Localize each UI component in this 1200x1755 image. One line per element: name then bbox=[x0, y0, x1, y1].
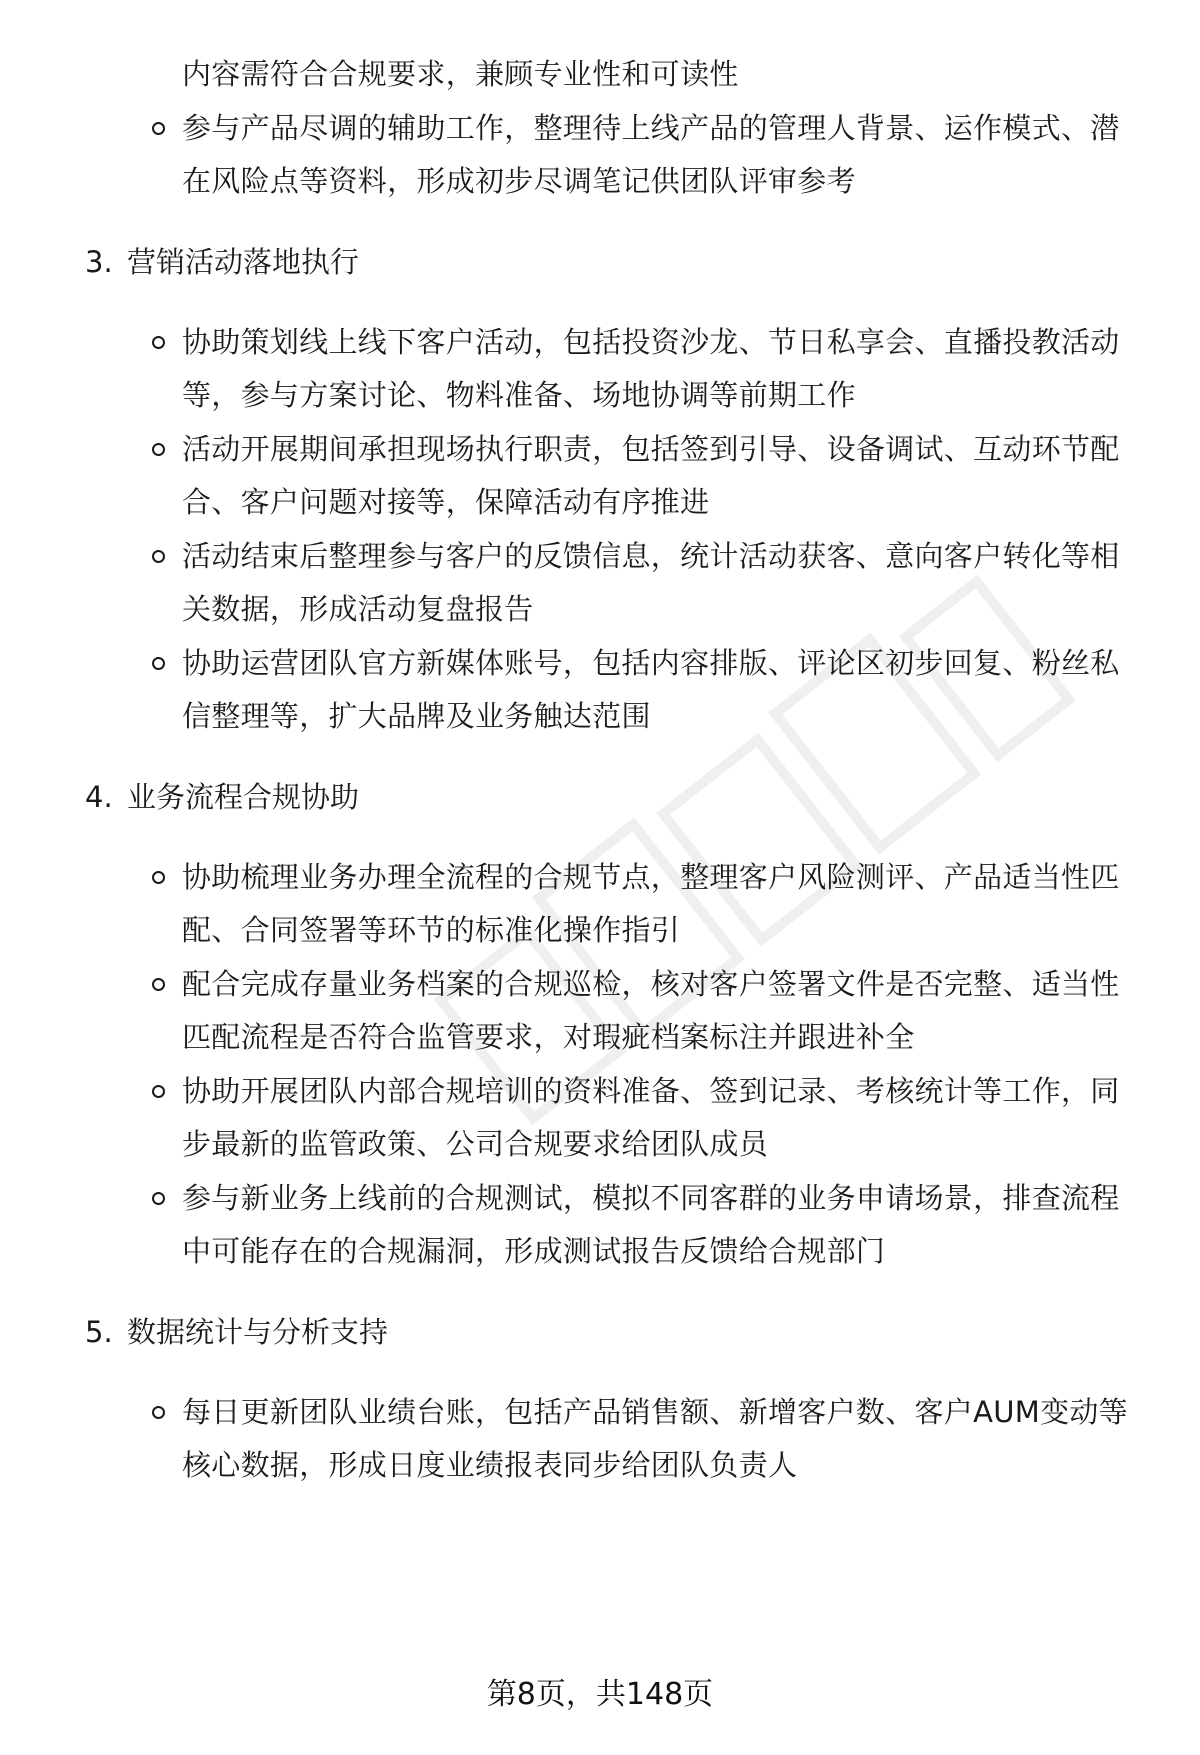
list-item-line: 在风险点等资料，形成初步尽调笔记供团队评审参考 bbox=[182, 164, 856, 198]
list-item-line: 协助梳理业务办理全流程的合规节点，整理客户风险测评、产品适当性匹 bbox=[182, 860, 1120, 894]
section-heading bbox=[85, 1312, 388, 1352]
intro-continuation-line: 内容需符合合规要求，兼顾专业性和可读性 bbox=[182, 57, 739, 91]
list-item-line: 配合完成存量业务档案的合规巡检，核对客户签署文件是否完整、适当性 bbox=[182, 967, 1120, 1001]
list-item-line: 步最新的监管政策、公司合规要求给团队成员 bbox=[182, 1127, 769, 1161]
list-item-line: 活动开展期间承担现场执行职责，包括签到引导、设备调试、互动环节配 bbox=[182, 432, 1120, 466]
list-item-line: 协助开展团队内部合规培训的资料准备、签到记录、考核统计等工作，同 bbox=[182, 1074, 1120, 1108]
list-item-line: 参与产品尽调的辅助工作，整理待上线产品的管理人背景、运作模式、潜 bbox=[182, 111, 1120, 145]
bullet-icon bbox=[152, 1192, 165, 1205]
list-item-line: 关数据，形成活动复盘报告 bbox=[182, 592, 534, 626]
list-item-line: 协助策划线上线下客户活动，包括投资沙龙、节日私享会、直播投教活动 bbox=[182, 325, 1120, 359]
section-number: 3. bbox=[85, 245, 113, 279]
list-item-line: 活动结束后整理参与客户的反馈信息，统计活动获客、意向客户转化等相 bbox=[182, 539, 1120, 573]
bullet-icon bbox=[152, 1085, 165, 1098]
bullet-icon bbox=[152, 550, 165, 563]
section-title: 业务流程合规协助 bbox=[127, 780, 360, 814]
list-item-line: 每日更新团队业绩台账，包括产品销售额、新增客户数、客户AUM变动等 bbox=[182, 1395, 1128, 1429]
list-item-line: 匹配流程是否符合监管要求，对瑕疵档案标注并跟进补全 bbox=[182, 1020, 915, 1054]
bullet-icon bbox=[152, 871, 165, 884]
list-item-line: 参与新业务上线前的合规测试，模拟不同客群的业务申请场景，排查流程 bbox=[182, 1181, 1120, 1215]
list-item-line: 信整理等，扩大品牌及业务触达范围 bbox=[182, 699, 651, 733]
section-number: 5. bbox=[85, 1315, 113, 1349]
list-item-line: 中可能存在的合规漏洞，形成测试报告反馈给合规部门 bbox=[182, 1234, 886, 1268]
section-title: 数据统计与分析支持 bbox=[127, 1315, 389, 1349]
page-number: 第8页，共148页 bbox=[486, 1677, 714, 1712]
bullet-icon bbox=[152, 1406, 165, 1419]
list-item-line: 配、合同签署等环节的标准化操作指引 bbox=[182, 913, 681, 947]
list-item-line: 等，参与方案讨论、物料准备、场地协调等前期工作 bbox=[182, 378, 856, 412]
list-item-line: 合、客户问题对接等，保障活动有序推进 bbox=[182, 485, 710, 519]
list-item-line: 核心数据，形成日度业绩报表同步给团队负责人 bbox=[182, 1448, 798, 1482]
section-number: 4. bbox=[85, 780, 113, 814]
section-title: 营销活动落地执行 bbox=[127, 245, 360, 279]
bullet-icon bbox=[152, 978, 165, 991]
list-item-line: 协助运营团队官方新媒体账号，包括内容排版、评论区初步回复、粉丝私 bbox=[182, 646, 1120, 680]
section-heading bbox=[85, 777, 359, 817]
bullet-icon bbox=[152, 657, 165, 670]
section-heading bbox=[85, 242, 359, 282]
bullet-icon bbox=[152, 443, 165, 456]
bullet-icon bbox=[152, 336, 165, 349]
bullet-icon bbox=[152, 122, 165, 135]
